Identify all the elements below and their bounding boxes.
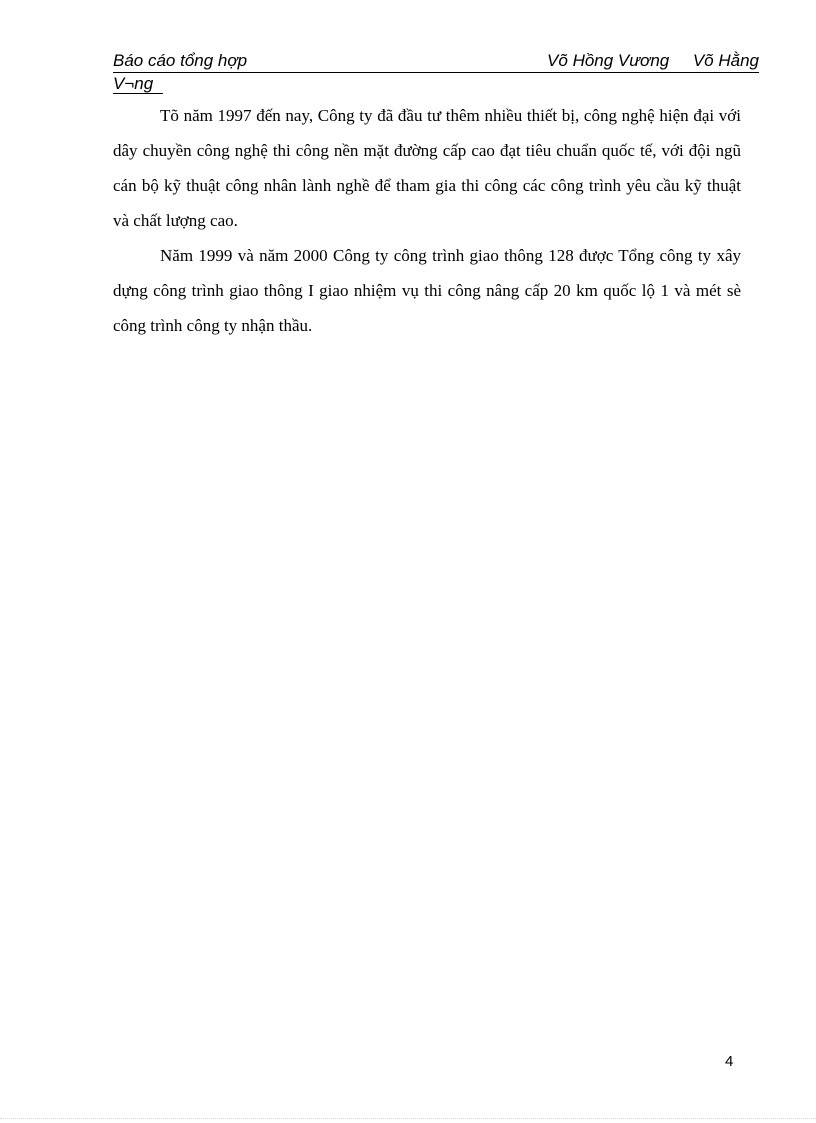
header-author-names: Võ Hồng Vương Võ Hằng <box>547 51 759 70</box>
bottom-divider <box>0 1118 816 1119</box>
paragraph-2: Năm 1999 và năm 2000 Công ty công trình giao thông 128 được Tổng công ty xây dựng công trình giao thông I giao nhiệm vụ thi công nâng cấp 20 km quốc lộ 1 và mét sè công trình công ty nhận thầu. <box>113 246 741 335</box>
header-author-wrap: V¬ng <box>113 73 163 94</box>
body-text <box>113 98 741 343</box>
header-report-title: Báo cáo tổng hợp <box>113 51 248 70</box>
header-line <box>113 50 759 73</box>
paragraph-1: Tõ năm 1997 đến nay, Công ty đã đầu tư thêm nhiều thiết bị, công nghệ hiện đại với dây chuyền công nghệ thi công nền mặt đường cấp cao đạt tiêu chuẩn quốc tế, với đội ngũ cán bộ kỹ thuật công nhân lành nghề để tham gia thi công các công trình yêu cầu kỹ thuật và chất lượng cao. <box>113 106 741 230</box>
running-header <box>113 50 759 95</box>
page-number: 4 <box>725 1053 734 1070</box>
